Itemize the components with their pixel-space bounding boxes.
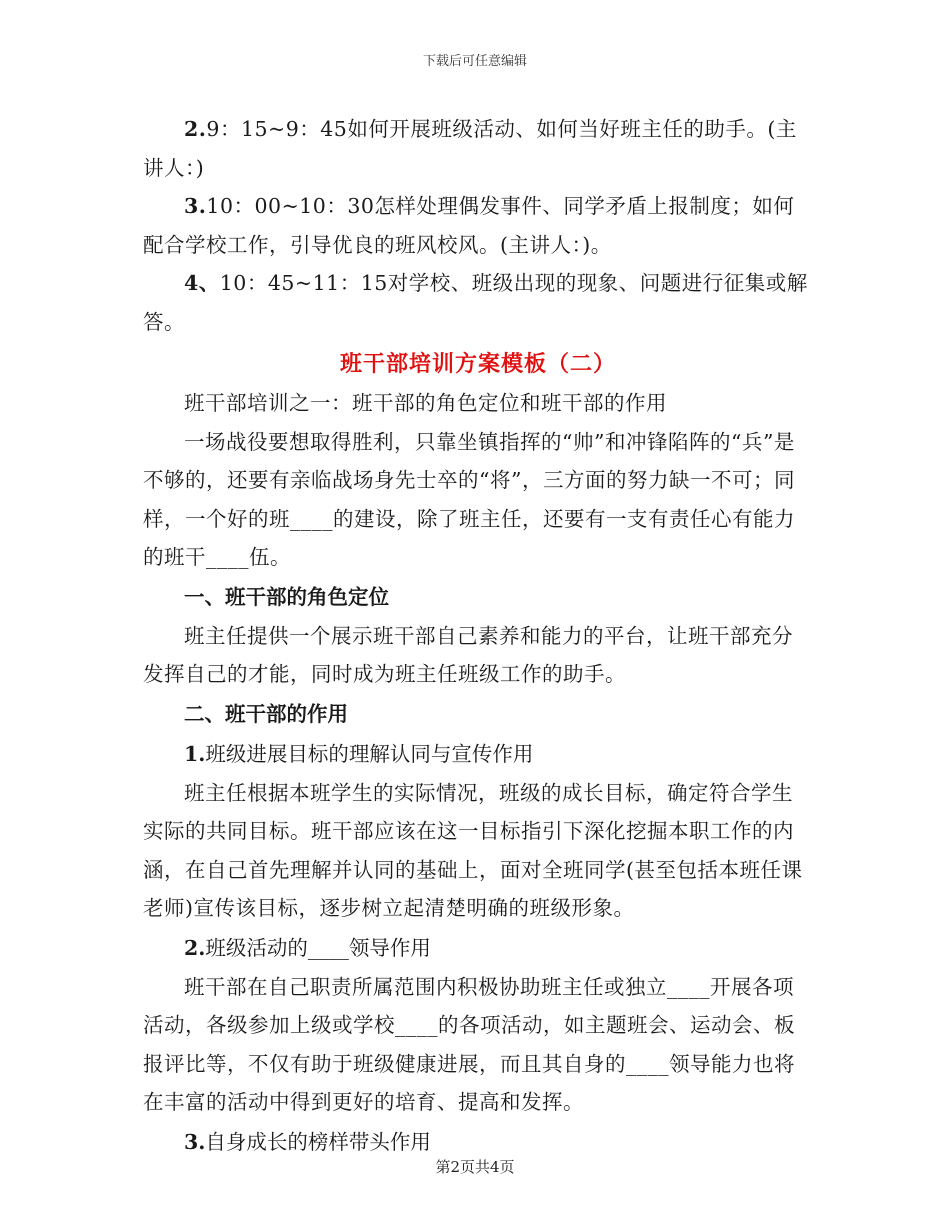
page-footer: 第2页共4页 <box>435 1158 515 1176</box>
page-header: 下载后可任意编辑 <box>422 54 527 69</box>
schedule-item-2 <box>143 110 813 187</box>
intro-line: 班干部培训之一：班干部的角色定位和班干部的作用 <box>184 391 667 415</box>
sub-number: 3. <box>184 1129 206 1154</box>
intro-paragraph: 一场战役要想取得胜利，只靠坐镇指挥的“帅”和冲锋陷阵的“兵”是不够的，还要有亲临战场身先士卒的“将”，三方面的努力缺一不可；同样，一个好的班____的建设，除了班主任，还要有一支有责任心有能力的班干____伍。 <box>143 429 795 569</box>
section-heading-role: 一、班干部的角色定位 <box>184 584 389 609</box>
section-heading-function: 二、班干部的作用 <box>184 701 348 726</box>
activity-leadership-paragraph: 班干部在自己职责所属范围内积极协助班主任或独立____开展各项活动，各级参加上级或学校____的各项活动，如主题班会、运动会、板报评比等，不仅有助于班级健康进展，而且其自身的____领导能力也将在丰富的活动中得到更好的培育、提高和发挥。 <box>143 974 795 1114</box>
item-text: 10：00~10：30怎样处理偶发事件、同学矛盾上报制度；如何配合学校工作，引导优良的班风校风。(主讲人：)。 <box>143 194 795 257</box>
sub-text: 自身成长的榜样带头作用 <box>205 1129 431 1154</box>
sub-text: 班级进展目标的理解认同与宣传作用 <box>205 741 534 766</box>
sub-number: 2. <box>184 935 206 960</box>
document-title: 班干部培训方案模板（二） <box>339 351 616 377</box>
sub-text: 班级活动的____领导作用 <box>205 935 431 960</box>
goal-promotion-paragraph: 班主任根据本班学生的实际情况，班级的成长目标，确定符合学生实际的共同目标。班干部应该在这一目标指引下深化挖掘本职工作的内涵，在自己首先理解并认同的基础上，面对全班同学(甚至包括本班任课老师)宣传该目标，逐步树立起清楚明确的班级形象。 <box>143 780 803 920</box>
item-number: 4、 <box>184 271 220 295</box>
item-number: 2. <box>184 117 207 141</box>
schedule-item-3 <box>143 187 813 264</box>
section-role-paragraph: 班主任提供一个展示班干部自己素养和能力的平台，让班干部充分发挥自己的才能，同时成为班主任班级工作的助手。 <box>143 623 793 686</box>
subheading-goal-promotion <box>143 734 813 774</box>
subheading-activity-leadership <box>143 928 813 968</box>
item-text: 10：45~11：15对学校、班级出现的现象、问题进行征集或解答。 <box>143 271 808 334</box>
schedule-item-4 <box>143 264 813 341</box>
item-number: 3. <box>184 194 207 218</box>
item-text: 9：15~9：45如何开展班级活动、如何当好班主任的助手。(主讲人：) <box>143 117 797 180</box>
document-body <box>143 110 813 1162</box>
sub-number: 1. <box>184 741 206 766</box>
